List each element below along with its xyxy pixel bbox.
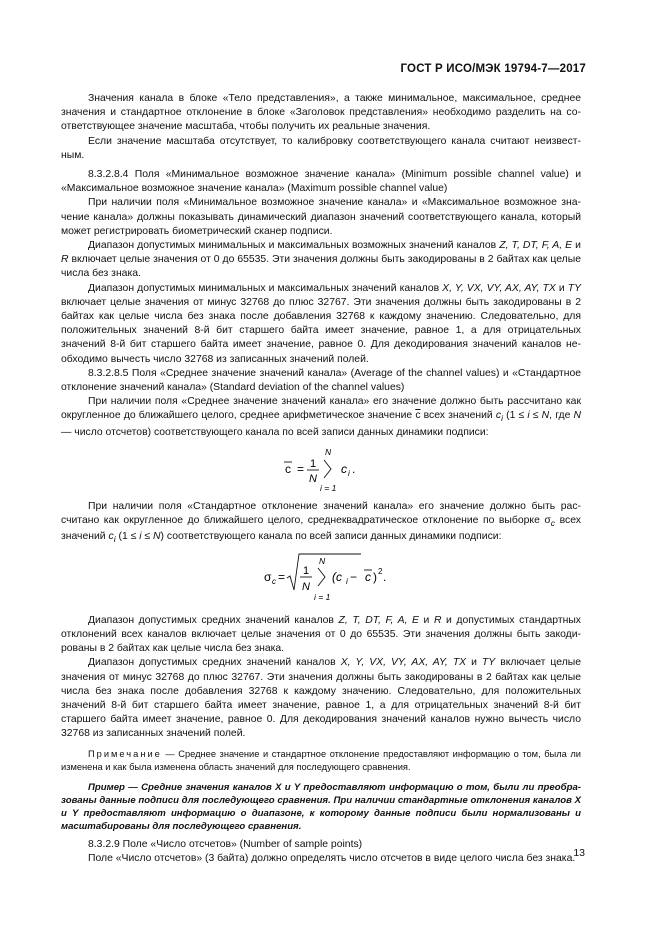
sum-lower-limit: i = 1 [314,591,331,602]
paragraph: Диапазон допустимых минимальных и максимальных значений каналов X, Y, VX, VY, AX, AY, TX и TY включает целые значения от минус 32768 до плюс 32767. Эти значения должны быть закодированы в 2 байтах как целые числа без знака после добавления 32768 к каждому значению. Следовательно, для положительных значений 8-й бит старшего байта имеет значение, равное 1, а для отрицательных значений 8-й бит старшего байта имеет значение, равное 0. Для декодирования значений каналов необходимо вычесть число 32768 из записанных значений полей. [61,282,581,365]
stddev-formula [61,550,581,606]
document-header: ГОСТ Р ИСО/МЭК 19794-7—2017 [400,63,586,75]
formula-eq: = [297,461,305,476]
page-content [61,92,581,866]
note-label: Примечание [88,748,162,759]
formula-lhs: c [285,461,291,476]
formula-term: c [341,461,347,476]
paragraph: При наличии поля «Стандартное отклонение значений канала» его значение должно быть рассчитано как округленное до ближайшего целого, среднеквадратическое отклонение по выборке $\sigma_c$ всех значений $c_i$ (1 ≤ i ≤ N) соответствующего канала по всей записи данных динамики подписи: [61,500,581,545]
paragraph: Поле «Число отсчетов» (3 байта) должно определять число отсчетов в виде целого числа без знака. [88,852,576,864]
formula-lhs-subscript: c [272,576,276,586]
formula-end: . [352,461,356,476]
note-text: — Среднее значение и стандартное отклонение предоставляют информацию о том, была ли изменена и как была изменена область значений для последующего сравнения. [61,748,581,772]
formula-superscript: 2 [378,566,383,576]
paragraph: При наличии поля «Минимальное возможное значение канала» и «Максимальное возможное значение канала» должны показывать динамический диапазон значений соответствующего канала, который может регистрировать биометрический сканер подписи. [61,197,581,237]
sum-upper-limit: N [319,555,326,566]
mean-formula-svg [61,445,581,495]
formula-numerator: 1 [303,564,310,577]
section-heading-8-3-2-8-5: 8.3.2.8.5 Поля «Среднее значение значений канала» (Average of the channel values) и «Стандартное отклонение значений канала» (Standard deviation of the channel values) [61,367,581,394]
formula-end: . [383,569,387,584]
formula-numerator: 1 [310,457,317,470]
formula-cbar: c [365,569,371,584]
section-heading-8-3-2-9: 8.3.2.9 Поле «Число отсчетов» (Number of sample points) [88,838,363,850]
sum-upper-limit: N [325,446,332,457]
section-heading-8-3-2-8-4: 8.3.2.8.4 Поля «Минимальное возможное значение канала» (Minimum possible channel value) и «Максимальное возможное значение канала» (Maximum possible channel value) [61,169,581,195]
formula-eq: = [278,569,286,584]
formula-open: (c [332,569,342,584]
formula-denominator: N [309,472,317,485]
paragraph: Диапазон допустимых минимальных и максимальных возможных значений каналов Z, T, DT, F, A, E и R включает целые значения от 0 до 65535. Эти значения должны быть закодированы в 2 байтах как целые числа без знака. [61,240,581,280]
mean-formula [61,445,581,495]
stddev-formula-svg [61,550,581,606]
paragraph: Диапазон допустимых средних значений каналов Z, T, DT, F, A, E и R и допустимых стандартных отклонений всех каналов включает целые значения от 0 до 65535. Эти значения должны быть закодированы в 2 байтах как целые числа без знака. [61,614,582,655]
formula-close: ) [373,569,377,584]
sum-lower-limit: i = 1 [320,482,337,493]
formula-lhs: σ [264,569,272,584]
sum-symbol-icon [318,568,325,586]
formula-subscript-i: i [346,576,348,586]
note [61,748,581,774]
paragraph: Значения канала в блоке «Тело представления», а также минимальное, максимальное, среднее значения и стандартное отклонение в блоке «Заголовок представления» необходимо разделить на соответствующее значение масштаба, чтобы получить их реальные значения. [61,93,581,133]
example: Пример — Средние значения каналов X и Y предоставляют информацию о том, были ли преобразованы данные подписи для последующего сравнения. При наличии стандартные отклонения каналов X и Y предоставляют информацию о диапазоне, к которому данные подписи были нормализованы и масштабированы для последующего сравнения. [61,781,581,832]
sum-symbol-icon [324,460,331,478]
paragraph: При наличии поля «Среднее значение значений канала» его значение должно быть рассчитано как округленное до ближайшего целого, среднее арифметическое значение $\overline{c}$ всех значений $c_i$ (1 ≤ i ≤ N, где N — число отсчетов) соответствующего канала по всей записи данных динамики подписи: [61,396,582,438]
paragraph: Диапазон допустимых средних значений каналов X, Y, VX, VY, AX, AY, TX и TY включает целые значения от минус 32768 до плюс 32767. Эти значения должны быть закодированы в 2 байтах как целые числа без знака после добавления 32768 к каждому значению. Следовательно, для положительных значений 8-й бит старшего байта имеет значение, равное 1, а для отрицательных значений 8-й бит старшего байта имеет значение, равное 0. Для декодирования значений каналов нужно вычесть число 32768 из записанных значений полей. [61,657,581,740]
formula-term-subscript: i [348,468,350,478]
formula-denominator: N [302,580,310,593]
formula-minus: − [350,569,358,584]
page-number: 13 [573,847,585,859]
paragraph: Если значение масштаба отсутствует, то калибровку соответствующего канала считают неизвестным. [61,135,581,161]
